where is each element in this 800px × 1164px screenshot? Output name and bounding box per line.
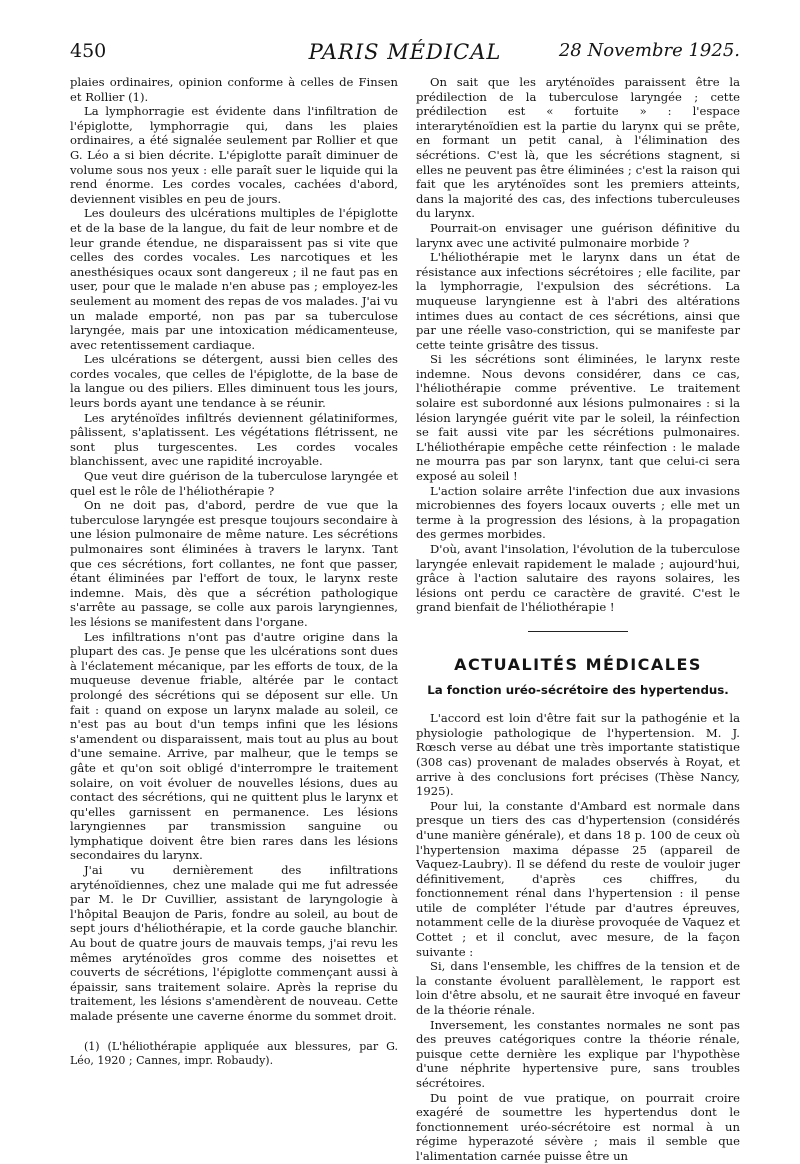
paragraph: La lymphorragie est évidente dans l'infiltration de l'épiglotte, lymphorragie qui, dans les plaies ordinaires, a été signalée seulement par Rollier et que G. Léo a si bien décrite. L'épiglotte paraît diminuer de volume sous nos yeux : elle paraît suer le liquide qui la rend énorme. Les cordes vocales, cachées d'abord, deviennent visibles en peu de jours. (70, 104, 398, 206)
paragraph: J'ai vu dernièrement des infiltrations aryténoïdiennes, chez une malade qui me fut adressée par M. le Dr Cuvillier, assistant de laryngologie à l'hôpital Beaujon de Paris, fondre au soleil, au bout de sept jours d'héliothérapie, et la corde gauche blanchir. Au bout de quatre jours de mauvais temps, j'ai revu les mêmes aryténoïdes gros comme des noisettes et couverts de sécrétions, l'épiglotte commençant aussi à épaissir, sans traitement solaire. Après la reprise du traitement, les lésions s'amendèrent de nouveau. Cette malade présente une caverne énorme du sommet droit. (70, 863, 398, 1023)
paragraph: D'où, avant l'insolation, l'évolution de la tuberculose laryngée enlevait rapidement le malade ; aujourd'hui, grâce à l'action salutaire des rayons solaires, les lésions ont perdu ce caractère de gravité. C'est le grand bienfait de l'héliothérapie ! (416, 542, 740, 615)
paragraph: Si, dans l'ensemble, les chiffres de la tension et de la constante évoluent parallèlement, le rapport est loin d'être absolu, et ne saurait être invoqué en faveur de la théorie rénale. (416, 959, 740, 1018)
paragraph: plaies ordinaires, opinion conforme à celles de Finsen et Rollier (1). (70, 75, 398, 104)
article-title: La fonction uréo-sécrétoire des hypertendus. (427, 682, 729, 697)
journal-title: PARIS MÉDICAL (308, 40, 502, 64)
paragraph: L'héliothérapie met le larynx dans un état de résistance aux infections sécrétoires ; elle facilite, par la lymphorragie, l'expulsion des sécrétions. La muqueuse laryngienne est à l'abri des altérations intimes dues au contact de ces sécrétions, ainsi que par une réelle vaso-constriction, qui se manifeste par cette teinte grisâtre des tissus. (416, 250, 740, 352)
paragraph: Les aryténoïdes infiltrés deviennent gélatiniformes, pâlissent, s'aplatissent. Les végétations flétrissent, ne sont plus turgescentes. Les cordes vocales blanchissent, avec une rapidité incroyable. (70, 410, 398, 469)
section-title: ACTUALITÉS MÉDICALES (454, 654, 702, 674)
paragraph: L'accord est loin d'être fait sur la pathogénie et la physiologie pathologique de l'hypertension. M. J. Rœsch verse au débat une très importante statistique (308 cas) provenant de malades observés à Royat, et arrive à des conclusions fort précises (Thèse Nancy, 1925). (416, 711, 740, 799)
paragraph: Que veut dire guérison de la tuberculose laryngée et quel est le rôle de l'héliothérapie ? (70, 469, 398, 498)
paragraph: Inversement, les constantes normales ne sont pas des preuves catégoriques contre la théorie rénale, puisque cette dernière les explique par l'hypothèse d'une néphrite hypertensive pure, sans troubles sécrétoires. (416, 1017, 740, 1090)
paragraph: On sait que les aryténoïdes paraissent être la prédilection de la tuberculose laryngée ; cette prédilection est « fortuite » : l'espace interaryténoïdien est la partie du larynx qui se prête, en formant un petit canal, à l'élimination des sécrétions. C'est là, que les sécrétions stagnent, si elles ne peuvent pas être éliminées ; c'est la raison qui fait que les aryténoïdes sont les premiers atteints, dans la majorité des cas, des infections tuberculeuses du larynx. (416, 75, 740, 221)
paragraph: Du point de vue pratique, on pourrait croire exagéré de soumettre les hypertendus dont le fonctionnement uréo-sécrétoire est normal à un régime hyperazoté sévère ; mais il semble que l'alimentation carnée puisse être un (416, 1090, 740, 1163)
footnote: (1) (L'héliothérapie appliquée aux blessures, par G. Léo, 1920 ; Cannes, impr. Robaudy). (70, 1039, 398, 1067)
paragraph: Pourrait-on envisager une guérison définitive du larynx avec une activité pulmonaire morbide ? (416, 220, 740, 250)
paragraph: Pour lui, la constante d'Ambard est normale dans presque un tiers des cas d'hypertension (considérés d'une manière générale), et dans 18 p. 100 de ceux où l'hypertension maxima dépasse 25 (appareil de Vaquez-Laubry). Il se défend du reste de vouloir juger définitivement, d'après ces chiffres, du fonctionnement rénal dans l'hypertension : il pense utile de compléter l'étude par d'autres épreuves, notamment celle de la diurèse provoquée de Vaquez et Cottet ; et il conclut, avec mesure, de la façon suivante : (416, 798, 740, 959)
right-column (416, 75, 740, 1164)
paragraph: L'action solaire arrête l'infection due aux invasions microbiennes des foyers locaux ouverts ; elle met un terme à la progression des lésions, à la propagation des germes morbides. (416, 483, 740, 542)
paragraph: Les ulcérations se détergent, aussi bien celles des cordes vocales, que celles de l'épiglotte, de la base de la langue ou des piliers. Elles diminuent tous les jours, leurs bords ayant une tendance à se réunir. (70, 352, 398, 411)
paragraph: Les douleurs des ulcérations multiples de l'épiglotte et de la base de la langue, du fait de leur nombre et de leur grande étendue, ne disparaissent pas si vite que celles des cordes vocales. Les narcotiques et les anesthésiques ocaux sont dangereux ; il ne faut pas en user, pour que le malade n'en abuse pas ; employez-les seulement au moment des repas de vos malades. J'ai vu un malade emporté, non pas par sa tuberculose laryngée, mais par une intoxication médicamenteuse, avec retentissement cardiaque. (70, 206, 398, 352)
page-number: 450 (70, 40, 107, 62)
paragraph: On ne doit pas, d'abord, perdre de vue que la tuberculose laryngée est presque toujours secondaire à une lésion pulmonaire de même nature. Les sécrétions pulmonaires sont éliminées à travers le larynx. Tant que ces sécrétions, fort collantes, ne font que passer, étant éliminées par l'effort de toux, le larynx reste indemne. Mais, dès que a sécrétion pathologique s'arrête au passage, se colle aux parois laryngiennes, les lésions se manifestent dans l'organe. (70, 498, 398, 629)
issue-date: 28 Novembre 1925. (558, 40, 740, 61)
left-column (70, 75, 398, 1068)
section-divider (528, 631, 628, 632)
paragraph: Si les sécrétions sont éliminées, le larynx reste indemne. Nous devons considérer, dans ce cas, l'héliothérapie comme préventive. Le traitement solaire est subordonné aux lésions pulmonaires : si la lésion laryngée guérit vite par le soleil, la réinfection se fait aussi vite par les sécrétions pulmonaires. L'héliothérapie empêche cette réinfection : le malade ne mourra pas par son larynx, tant que celui-ci sera exposé au soleil ! (416, 352, 740, 484)
paragraph: Les infiltrations n'ont pas d'autre origine dans la plupart des cas. Je pense que les ulcérations sont dues à l'éclatement mécanique, par les efforts de toux, de la muqueuse devenue friable, altérée par le contact prolongé des sécrétions qui se déposent sur elle. Un fait : quand on expose un larynx malade au soleil, ce n'est pas au bout d'un temps infini que les lésions s'amendent ou disparaissent, mais tout au plus au bout d'une semaine. Arrive, par malheur, que le temps se gâte et qu'on soit obligé d'interrompre le traitement solaire, on voit évoluer de nouvelles lésions, dues au contact des sécrétions, qui ne quittent plus le larynx et qu'elles garnissent en permanence. Les lésions laryngiennes par transmission sanguine ou lymphatique doivent être bien rares dans les lésions secondaires du larynx. (70, 629, 398, 863)
page-header (70, 40, 740, 66)
